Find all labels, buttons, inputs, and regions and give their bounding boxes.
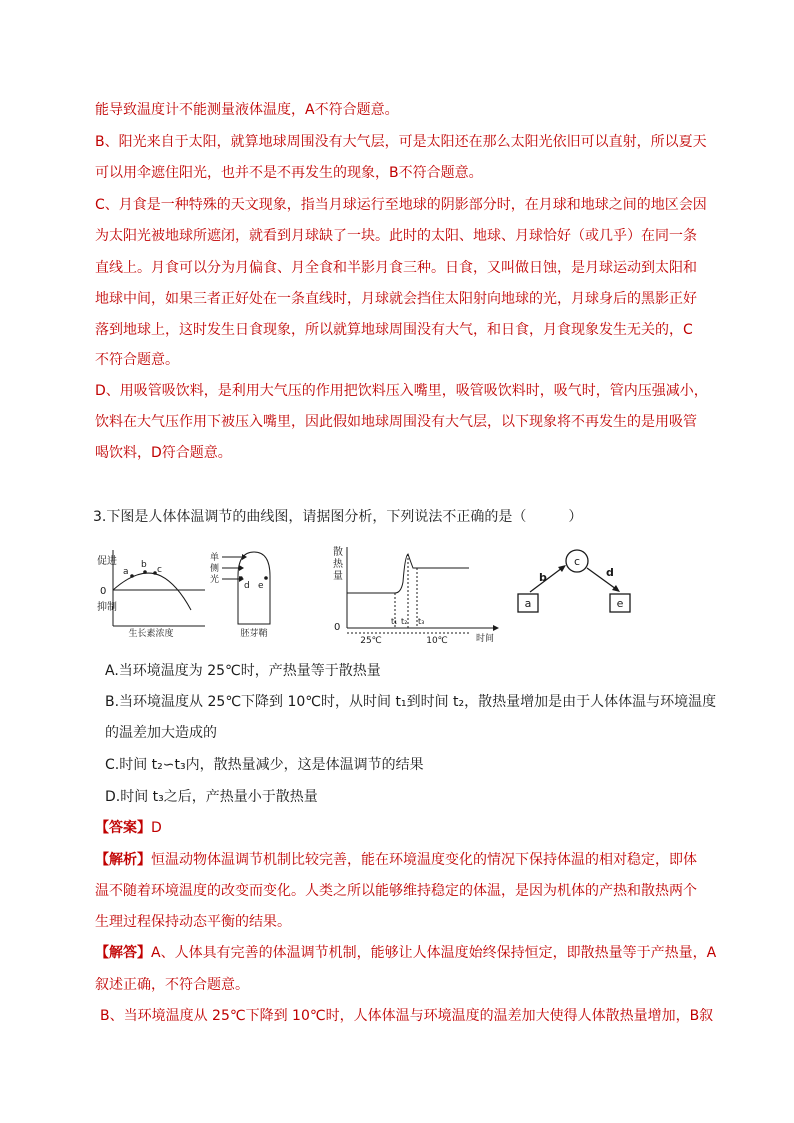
analysis-line	[95, 850, 697, 870]
explanation-line: 为太阳光被地球所遮闭，就看到月球缺了一块。此时的太阳、地球、月球恰好（或几乎）在同一条	[95, 228, 697, 244]
tick-t3: t₃	[418, 617, 425, 626]
solution-line: 叙述正确，不符合题意。	[95, 977, 249, 993]
solution-line	[95, 943, 716, 963]
y-bottom-label: 抑制	[97, 602, 117, 613]
x-axis-label: 生长素浓度	[128, 629, 174, 638]
node-diagram-figure	[515, 548, 640, 618]
tick-t1: t₁	[391, 617, 398, 626]
option-c: C.时间 t₂∽t₃内，散热量减少，这是体温调节的结果	[105, 757, 424, 773]
y-label-3: 量	[333, 571, 343, 582]
light-label-2: 侧	[210, 564, 220, 574]
option-b-continued: 的温差加大造成的	[105, 725, 217, 741]
point-label: c	[157, 565, 162, 575]
explanation-line: 能导致温度计不能测量液体温度，A不符合题意。	[95, 102, 399, 118]
auxin-curve-figure	[95, 548, 210, 638]
explanation-line: 不符合题意。	[95, 352, 179, 368]
point-label: a	[123, 567, 129, 577]
answer-label: 【答案】	[95, 820, 151, 836]
light-arrowhead	[239, 565, 244, 571]
x-axis-arrowhead	[493, 625, 499, 631]
answer-line	[95, 818, 162, 838]
explanation-line: 地球中间，如果三者正好处在一条直线时，月球就会挡住太阳射向地球的光，月球身后的黑影正好	[95, 291, 697, 307]
x-axis-label: 时间	[475, 634, 495, 644]
solution-text: A、人体具有完善的体温调节机制，能够让人体温度始终保持恒定，即散热量等于产热量，A	[151, 945, 717, 961]
y-top-label: 促进	[97, 556, 117, 567]
coleoptile-outline	[238, 552, 270, 624]
explanation-line: 喝饮料，D符合题意。	[95, 445, 232, 461]
solution-line: B、当环境温度从 25℃下降到 10℃时，人体体温与环境温度的温差加大使得人体散热量增加，B叙	[100, 1008, 714, 1024]
y-zero-label: 0	[100, 586, 107, 597]
light-label-1: 单	[210, 553, 220, 563]
analysis-text: 恒温动物体温调节机制比较完善，能在环境温度变化的情况下保持体温的相对稳定，即体	[151, 852, 697, 868]
node-e-label: e	[616, 597, 624, 610]
light-label-3: 光	[210, 575, 220, 585]
explanation-line: 落到地球上，这时发生日食现象，所以就算地球周围没有大气，和日食，月食现象发生无关的，C	[95, 322, 693, 338]
answer-value: D	[151, 820, 162, 836]
analysis-line: 温不随着环境温度的改变而变化。人类之所以能够维持稳定的体温，是因为机体的产热和散热两个	[95, 883, 697, 899]
analysis-label: 【解析】	[95, 852, 151, 868]
point-b	[143, 570, 147, 574]
explanation-line: D、用吸管吸饮料，是利用大气压的作用把饮料压入嘴里，吸管吸饮料时，吸气时，管内压强减小，	[95, 383, 708, 399]
explanation-line: 饮料在大气压作用下被压入嘴里，因此假如地球周围没有大气层，以下现象将不再发生的是用吸管	[95, 414, 697, 430]
response-curve	[113, 573, 191, 610]
explanation-line: C、月食是一种特殊的天文现象，指当月球运行至地球的阴影部分时，在月球和地球之间的地区会因	[95, 197, 707, 213]
y-label-1: 散	[333, 547, 343, 558]
option-b: B.当环境温度从 25℃下降到 10℃时，从时间 t₁到时间 t₂，散热量增加是由于人体体温与环境温度	[105, 694, 717, 710]
solution-label: 【解答】	[95, 945, 151, 961]
point-d	[239, 576, 243, 580]
y-label-2: 热	[333, 559, 343, 570]
edge-b-label: b	[539, 571, 547, 584]
point-a	[130, 574, 134, 578]
origin-label: 0	[334, 622, 341, 633]
point-label: d	[244, 581, 250, 591]
edge-d-label: d	[606, 566, 614, 579]
explanation-line: 直线上。月食可以分为月偏食、月全食和半影月食三种。日食，又叫做日蚀，是月球运动到太阳和	[95, 260, 697, 276]
temp-10-label: 10℃	[426, 636, 448, 644]
edge-b-arrowhead	[558, 565, 566, 572]
point-e	[264, 576, 268, 580]
point-label: e	[258, 581, 264, 591]
tick-t2: t₂	[401, 617, 408, 626]
question-stem: 3.下图是人体体温调节的曲线图，请据图分析，下列说法不正确的是（ ）	[93, 509, 583, 525]
heat-dissipation-figure	[325, 544, 505, 644]
edge-d-arrowhead	[612, 585, 620, 592]
option-a: A.当环境温度为 25℃时，产热量等于散热量	[105, 663, 381, 679]
node-a-label: a	[524, 597, 532, 610]
temp-25-label: 25℃	[360, 636, 382, 644]
coleoptile-caption: 胚芽鞘	[240, 629, 268, 638]
explanation-line: 可以用伞遮住阳光，也并不是不再发生的现象，B不符合题意。	[95, 165, 483, 181]
analysis-line: 生理过程保持动态平衡的结果。	[95, 914, 291, 930]
point-label: b	[141, 560, 147, 570]
node-c-label: c	[573, 555, 581, 568]
option-d: D.时间 t₃之后，产热量小于散热量	[105, 789, 318, 805]
coleoptile-figure	[208, 548, 278, 638]
explanation-line: B、阳光来自于太阳，就算地球周围没有大气层，可是太阳还在那么太阳光依旧可以直射，所以夏天	[95, 134, 707, 150]
